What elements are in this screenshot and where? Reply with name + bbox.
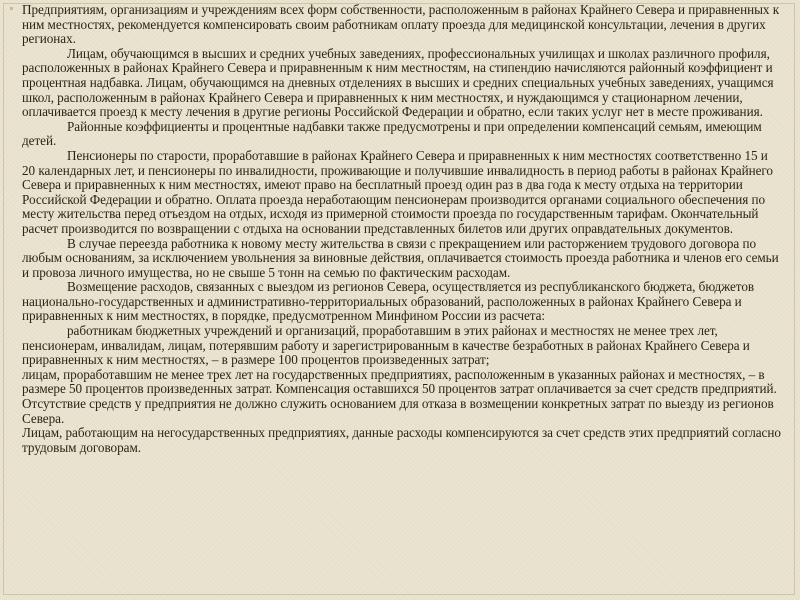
paragraph-4: Пенсионеры по старости, проработавшие в районах Крайнего Севера и приравненных к ним местностях соответственно 15 и 20 календарных лет, и пенсионеры по инвалидности, проживающие и получившие инвалидность в период работы в районах Крайнего Севера и приравненных к ним местностях, имеют право на бесплатный проезд один раз в два года к месту отдыха на территории Российской Федерации и обратно. Оплата проезда неработающим пенсионерам производится органами социального обеспечения по месту жительства перед отъездом на отдых, исходя из примерной стоимости проезда по государственным тарифам. Окончательный расчет производится по возвращении с отдыха на основании представленных билетов или других оправдательных документов. [22, 147, 773, 236]
paragraph-9: Лицам, работающим на негосударственных предприятиях, данные расходы компенсируются за счет средств этих предприятий согласно трудовым договорам. [22, 425, 781, 455]
bullet-marker [10, 7, 13, 10]
paragraph-8: лицам, проработавшим не менее трех лет на государственных предприятиях, расположенным в указанных районах и местностях, – в размере 50 процентов произведенных затрат. Компенсация оставшихся 50 процентов затрат оплачивается за счет средств предприятий. Отсутствие средств у предприятия не должно служить основанием для отказа в возмещении конкретных затрат по выезду из регионов Севера. [22, 366, 777, 426]
paragraph-1: Предприятиям, организациям и учреждениям всех форм собственности, расположенным в районах Крайнего Севера и приравненных к ним местностях, рекомендуется компенсировать своим работникам оплату проезда для медицинской консультации, лечения в других регионах. [22, 2, 780, 47]
paragraph-2: Лицам, обучающимся в высших и средних учебных заведениях, профессиональных училищах и школах различного профиля, расположенных в районах Крайнего Севера и приравненным к ним местностям, на стипендию начисляются районный коэффициент и процентная надбавка. Лицам, обучающимся на дневных отделениях в высших и средних специальных учебных заведениях, учащимся школ, расположенным в районах Крайнего Севера и приравненных к ним местностях, и нуждающимся у стационарном лечении, оплачивается проезд к месту лечения в другие регионы Российской Федерации и обратно, если таких услуг нет в месте проживания. [22, 45, 774, 120]
paragraph-6: Возмещение расходов, связанных с выездом из регионов Севера, осуществляется из республиканского бюджета, бюджетов национально-государственных и административно-территориальных образований, расположенных в районах Крайнего Севера и приравненных к ним местностях, в порядке, предусмотренном Минфином России из расчета: [22, 279, 755, 324]
document-body [22, 3, 782, 455]
paragraph-3: Районные коэффициенты и процентные надбавки также предусмотрены и при определении компенсаций семьям, имеющим детей. [22, 118, 762, 149]
paragraph-7: работникам бюджетных учреждений и организаций, проработавшим в этих районах и местностях не менее трех лет, пенсионерам, инвалидам, лицам, потерявшим работу и зарегистрированным в качестве безработных в районах Крайнего Севера и приравненных к ним местностях, – в размере 100 процентов произведенных затрат; [22, 323, 750, 368]
paragraph-5: В случае переезда работника к новому месту жительства в связи с прекращением или расторжением трудового договора по любым основаниям, за исключением увольнения за виновные действия, оплачивается стоимость проезда работника и членов его семьи и провоза личного имущества, но не свыше 5 тонн на семью по фактическим расходам. [22, 235, 779, 280]
